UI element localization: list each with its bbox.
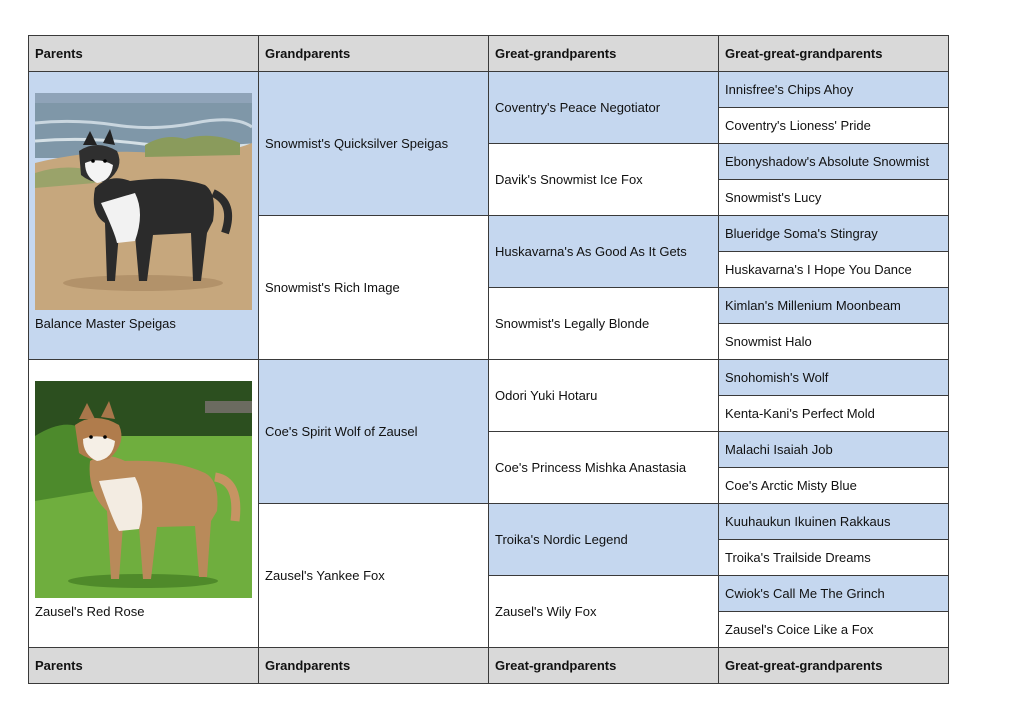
husky-red-white-photo <box>35 381 252 598</box>
great-great-grandparent-cell: Innisfree's Chips Ahoy <box>719 72 949 108</box>
great-grandparent-cell: Coventry's Peace Negotiator <box>489 72 719 144</box>
great-great-grandparent-cell: Coventry's Lioness' Pride <box>719 108 949 144</box>
great-great-grandparent-cell: Snohomish's Wolf <box>719 360 949 396</box>
header-great-great-grandparents: Great-great-grandparents <box>719 36 949 72</box>
parent-cell-dam <box>29 360 259 648</box>
great-great-grandparent-cell: Troika's Trailside Dreams <box>719 540 949 576</box>
header-grandparents: Grandparents <box>259 36 489 72</box>
header-great-grandparents: Great-grandparents <box>489 36 719 72</box>
footer-great-grandparents: Great-grandparents <box>489 648 719 684</box>
husky-black-white-photo <box>35 93 252 310</box>
great-great-grandparent-cell: Coe's Arctic Misty Blue <box>719 468 949 504</box>
great-grandparent-cell: Troika's Nordic Legend <box>489 504 719 576</box>
great-great-grandparent-cell: Malachi Isaiah Job <box>719 432 949 468</box>
footer-parents: Parents <box>29 648 259 684</box>
great-great-grandparent-cell: Blueridge Soma's Stingray <box>719 216 949 252</box>
table-row <box>29 360 949 396</box>
grandparent-cell: Coe's Spirit Wolf of Zausel <box>259 360 489 504</box>
header-row-bottom <box>29 648 949 684</box>
header-row-top <box>29 36 949 72</box>
grandparent-cell: Snowmist's Rich Image <box>259 216 489 360</box>
great-grandparent-cell: Coe's Princess Mishka Anastasia <box>489 432 719 504</box>
great-great-grandparent-cell: Huskavarna's I Hope You Dance <box>719 252 949 288</box>
footer-great-great-grandparents: Great-great-grandparents <box>719 648 949 684</box>
grandparent-cell: Zausel's Yankee Fox <box>259 504 489 648</box>
great-grandparent-cell: Davik's Snowmist Ice Fox <box>489 144 719 216</box>
great-great-grandparent-cell: Snowmist's Lucy <box>719 180 949 216</box>
great-great-grandparent-cell: Snowmist Halo <box>719 324 949 360</box>
great-grandparent-cell: Huskavarna's As Good As It Gets <box>489 216 719 288</box>
great-grandparent-cell: Zausel's Wily Fox <box>489 576 719 648</box>
header-parents: Parents <box>29 36 259 72</box>
great-great-grandparent-cell: Kimlan's Millenium Moonbeam <box>719 288 949 324</box>
table-row <box>29 72 949 108</box>
great-grandparent-cell: Odori Yuki Hotaru <box>489 360 719 432</box>
parent-name-sire: Balance Master Speigas <box>35 316 176 331</box>
parent-cell-sire <box>29 72 259 360</box>
footer-grandparents: Grandparents <box>259 648 489 684</box>
pedigree-table <box>28 35 949 684</box>
great-great-grandparent-cell: Cwiok's Call Me The Grinch <box>719 576 949 612</box>
great-grandparent-cell: Snowmist's Legally Blonde <box>489 288 719 360</box>
great-great-grandparent-cell: Kenta-Kani's Perfect Mold <box>719 396 949 432</box>
great-great-grandparent-cell: Zausel's Coice Like a Fox <box>719 612 949 648</box>
great-great-grandparent-cell: Ebonyshadow's Absolute Snowmist <box>719 144 949 180</box>
parent-name-dam: Zausel's Red Rose <box>35 604 145 619</box>
grandparent-cell: Snowmist's Quicksilver Speigas <box>259 72 489 216</box>
great-great-grandparent-cell: Kuuhaukun Ikuinen Rakkaus <box>719 504 949 540</box>
